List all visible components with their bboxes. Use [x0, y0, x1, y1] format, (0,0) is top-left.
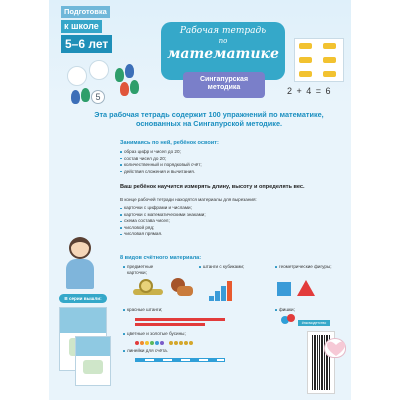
materials-cards-line1: предметные [127, 264, 154, 269]
bead [155, 341, 159, 345]
bead [184, 341, 188, 345]
heart-icon [325, 339, 347, 359]
cube [209, 296, 214, 301]
cars-illustration [294, 38, 344, 82]
list-item: карточки с цифрами и числами; [120, 205, 345, 212]
child-body [66, 259, 94, 289]
list-item: образ цифр и чисел до 20; [120, 149, 345, 156]
materials-rulers-label: линейки для счёта. [123, 348, 168, 354]
car-icon [299, 71, 312, 77]
child-head [69, 237, 91, 259]
skills-heading: Занимаясь по ней, ребёнок освоит: [120, 140, 219, 146]
measure-text: Ваш ребёнок научится измерять длину, высоту и определять вес. [120, 184, 305, 190]
book-band [76, 337, 110, 356]
intro-line2: основанных на Сингапурской методике. [135, 119, 283, 129]
materials-cards-label [123, 264, 153, 276]
bead [179, 341, 183, 345]
intro-line1: Эта рабочая тетрадь содержит 100 упражнений по математике, [94, 110, 324, 119]
series-badge [61, 6, 119, 55]
parrot-icon [120, 82, 129, 96]
car-icon [299, 57, 312, 63]
bead [140, 341, 144, 345]
bead [174, 341, 178, 345]
cutouts-list [120, 205, 345, 238]
dot-circle [89, 60, 109, 80]
square-icon [277, 282, 291, 296]
cube [227, 296, 232, 301]
materials-beads-label: цветные и золотые бусины; [123, 331, 186, 337]
title-line3: математике [167, 46, 279, 62]
book-band [60, 308, 106, 333]
car-icon [323, 57, 336, 63]
subtitle-plate [183, 72, 265, 98]
list-item: числовая прямая. [120, 231, 345, 238]
cube [215, 296, 220, 301]
bead [150, 341, 154, 345]
number-circle: 5 [91, 90, 105, 104]
bead [189, 341, 193, 345]
subtitle-line1: Сингапурская [199, 76, 249, 83]
cutouts-intro: В конце рабочей тетради находятся материалы для вырезания: [120, 197, 257, 202]
materials-cards-line2: карточки; [127, 269, 147, 275]
materials-rods-label: штанги с кубиками; [199, 264, 244, 270]
triangle-icon [297, 280, 315, 296]
bead [145, 341, 149, 345]
series-badge-line3: 5–6 лет [61, 35, 112, 53]
materials-shapes-label: геометрические фигуры; [275, 264, 332, 270]
skills-list [120, 149, 345, 175]
counting-ruler [135, 358, 225, 362]
car-icon [299, 43, 312, 49]
red-rod [135, 318, 225, 321]
heart-stamp-icon [324, 338, 346, 358]
series-badge-line1: Подготовка [61, 6, 110, 18]
subtitle-line2: методика [207, 84, 241, 92]
bead [135, 341, 139, 345]
intro-text [79, 110, 339, 129]
parrot-icon [71, 90, 80, 104]
list-item: карточки с математическими знаками; [120, 212, 345, 219]
bead [169, 341, 173, 345]
bead [160, 341, 164, 345]
parrot-icon [125, 64, 134, 78]
parrot-icon [81, 88, 90, 102]
list-item: количественный и порядковый счёт; [120, 162, 345, 169]
list-item: действия сложения и вычитания. [120, 169, 345, 176]
child-illustration [64, 237, 96, 291]
skills-section [120, 140, 345, 175]
equation: 2 + 4 = 6 [287, 86, 332, 96]
materials-chips-label: фишки; [275, 307, 295, 313]
materials-red-rods-label: красные штанги; [123, 307, 162, 313]
title-line2: по [218, 37, 228, 45]
parrot-icon [115, 68, 124, 82]
snail-icon [131, 277, 167, 301]
book-illustration [83, 360, 103, 374]
list-item: числовой ряд; [120, 225, 345, 232]
list-item: состав чисел до 20; [120, 156, 345, 163]
chip-icon [287, 314, 295, 322]
series-badge-line2: к школе [61, 20, 102, 33]
materials-section [120, 255, 345, 262]
car-icon [323, 43, 336, 49]
cutouts-section [120, 197, 345, 238]
red-rod [135, 323, 205, 326]
materials-heading: 8 видов счётного материала: [120, 255, 202, 261]
car-icon [323, 71, 336, 77]
lion-icon [171, 276, 195, 302]
series-pill: В серии вышли: [59, 294, 107, 303]
cube [221, 296, 226, 301]
dot-circle [67, 66, 87, 86]
parrot-icon [130, 80, 139, 94]
book-thumbnail [75, 336, 111, 386]
hashtag-label: #эксмодетство [298, 320, 330, 326]
title-line1: Рабочая тетрадь [179, 26, 267, 36]
list-item: схема состава чисел; [120, 218, 345, 225]
measure-section [120, 184, 345, 191]
book-back-cover [49, 0, 351, 400]
